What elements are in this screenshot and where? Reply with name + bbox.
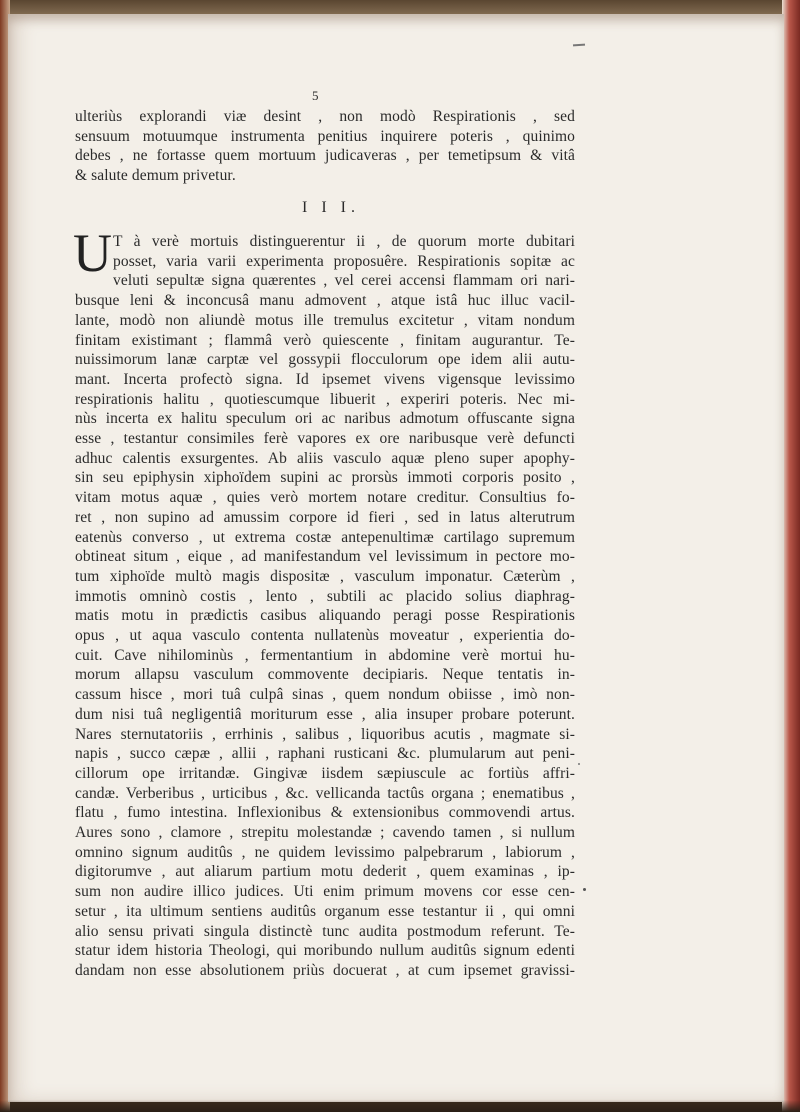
book-bottom-edge bbox=[0, 1100, 800, 1112]
section-heading: I I I. bbox=[302, 199, 360, 216]
text-line: lante, modò non aliundè motus ille tremulus excitetur , vitam nondum bbox=[75, 311, 575, 329]
ink-speck bbox=[583, 888, 586, 891]
text-line: mant. Incerta profectò signa. Id ipsemet vivens vigensque levissimo bbox=[75, 370, 575, 388]
text-line: digitorumve , aut aliarum partium motu dederit , quem examinas , ip- bbox=[75, 863, 575, 881]
text-line: dum nisi tuâ negligentiâ moriturum esse , alia insuper probare poterunt. bbox=[75, 705, 575, 723]
text-line: obtineat situm , eique , ad manifestandum vel levissimum in pectore mo- bbox=[75, 548, 575, 566]
text-line: finitam existimant ; flammâ verò quiescente , finitam augurantur. Te- bbox=[75, 331, 575, 349]
text-line: Aures sono , clamore , strepitu molestandæ ; cavendo tamen , si nullum bbox=[75, 824, 575, 841]
text-line: matis motu in prædictis casibus aliquando peragi posse Respirationis bbox=[75, 607, 575, 625]
text-line: candæ. Verberibus , urticibus , &c. vellicanda tactûs organa ; enematibus , bbox=[75, 784, 575, 802]
text-line: sum non audire illico judices. Uti enim primum movens cor esse cen- bbox=[75, 883, 575, 901]
text-line: sensuum motuumque instrumenta penitius inquirere poteris , quinimo bbox=[75, 127, 575, 145]
text-line: Nares sternutatoriis , errhinis , salibus , liquoribus acutis , magmate si- bbox=[75, 725, 575, 743]
ink-speck bbox=[578, 763, 580, 765]
text-line: flatu , fumo intestina. Inflexionibus & extensionibus commovendi artus. bbox=[75, 804, 575, 822]
text-line: adhuc calentis exsurgentes. Ab aliis vasculo aquæ pleno super apophy- bbox=[75, 449, 575, 467]
text-line: cuit. Cave nihilominùs , fermentantium in abdomine verè mortui hu- bbox=[75, 646, 575, 664]
text-line: & salute demum privetur. bbox=[75, 167, 236, 185]
text-line: napis , succo cæpæ , allii , raphani rusticani &c. plumularum aut peni- bbox=[75, 745, 575, 763]
text-line: T à verè mortuis distinguerentur ii , de quorum morte dubitari bbox=[113, 233, 575, 250]
text-line: statur idem historia Theologi, qui moribundo nullum auditûs signum edenti bbox=[75, 942, 575, 960]
text-line: esse , testantur consimiles ferè vapores ex ore naribusque verè defuncti bbox=[75, 430, 575, 447]
text-line: cillorum ope irritandæ. Gingivæ iisdem sæpiuscule ac fortiùs affri- bbox=[75, 764, 575, 782]
text-line: sin seu epiphysin xiphoïdem supini ac prorsùs immoti corporis posito , bbox=[75, 469, 575, 487]
text-line: veluti sepultæ signa quærentes , vel cerei accensi flammam ori nari- bbox=[113, 272, 575, 290]
text-line: cassum hisce , mori tuâ culpâ sinas , quem nondum obiisse , imò non- bbox=[75, 686, 575, 704]
text-line: setur , ita ultimum sentiens auditûs organum esse testantur ii , qui omni bbox=[75, 902, 575, 920]
text-line: dandam non esse absolutionem priùs docuerat , at cum ipsemet gravissi- bbox=[75, 961, 575, 979]
text-line: nùs incerta ex halitu speculum ori ac naribus admotum offuscante signa bbox=[75, 410, 575, 428]
text-line: debes , ne fortasse quem mortuum judicaveras , per temetipsum & vitâ bbox=[75, 147, 575, 165]
text-line: alio sensu privati singula distinctè tunc audita postmodum referunt. Te- bbox=[75, 922, 575, 940]
page-number: 5 bbox=[312, 88, 319, 103]
text-line: immotis omninò costis , lento , subtili ac placido solius diaphrag- bbox=[75, 587, 575, 605]
text-line: respirationis halitu , quotiescumque libuerit , experiri poteris. Nec mi- bbox=[75, 390, 575, 408]
text-line: ulteriùs explorandi viæ desint , non modò Respirationis , sed bbox=[75, 108, 575, 125]
text-line: tum xiphoïde multò magis dispositæ , vasculum imponatur. Cæterùm , bbox=[75, 567, 575, 585]
text-line: eatenùs converso , ut extrema costæ antepenultimæ cartilago supremum bbox=[75, 528, 575, 546]
text-line: omnino signum auditûs , ne quidem levissimo palpebrarum , labiorum , bbox=[75, 843, 575, 861]
text-line: ret , non supino ad amussim corpore id fieri , sed in latus alterutrum bbox=[75, 508, 575, 526]
text-line: busque leni & inconcusâ manu admovent , atque istâ huc illuc vacil- bbox=[75, 292, 575, 310]
book-fore-edge bbox=[782, 0, 800, 1112]
text-line: morum allapsu vasculum commovente decipiaris. Neque tentatis in- bbox=[75, 666, 575, 684]
drop-cap: U bbox=[73, 223, 112, 283]
text-line: nuissimorum lanæ carptæ vel gossypii flocculorum ope idem alii autu- bbox=[75, 351, 575, 369]
text-line: opus , ut aqua vasculo contenta nullatenùs moveatur , experientia do- bbox=[75, 627, 575, 644]
text-line: vitam motus aquæ , quies verò mortem notare creditur. Consultius fo- bbox=[75, 489, 575, 507]
text-line: posset, varia varii experimenta proposuêre. Respirationis sopitæ ac bbox=[113, 252, 575, 270]
